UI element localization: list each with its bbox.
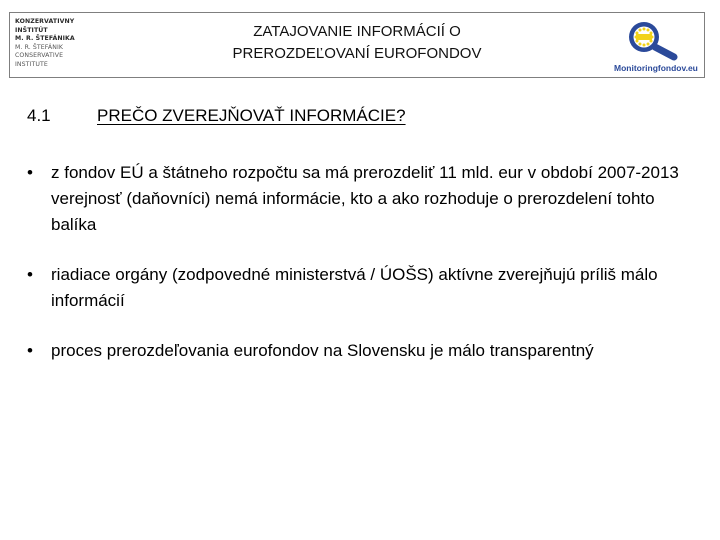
- logo-line: INSTITUTE: [15, 60, 48, 68]
- section-number: 4.1: [27, 106, 51, 125]
- logo-line: M. R. ŠTEFÁNIK: [15, 43, 64, 51]
- magnifier-eu-stars-icon: [622, 19, 688, 61]
- logo-line: M. R. ŠTEFÁNIKA: [15, 35, 75, 43]
- bullet-text: riadiace orgány (zodpovedné ministerstvá / ÚOŠS) aktívne zverejňujú príliš málo informácií: [51, 265, 658, 310]
- bullet-icon: •: [27, 163, 33, 182]
- title-line-1: ZATAJOVANIE INFORMÁCIÍ O: [253, 23, 461, 40]
- bullet-text: proces prerozdeľovania eurofondov na Slovensku je málo transparentný: [51, 341, 594, 360]
- monitoringfondov-logo: [614, 19, 696, 73]
- brand-text: Monitoringfondov.eu: [614, 63, 698, 73]
- section-heading: [27, 105, 406, 127]
- institute-logo: [15, 18, 85, 74]
- slide-header: [9, 12, 705, 78]
- logo-line: CONSERVATIVE: [15, 52, 64, 60]
- logo-line: INŠTITÚT: [15, 26, 48, 34]
- bullet-text: z fondov EÚ a štátneho rozpočtu sa má prerozdeliť 11 mld. eur v období 2007-2013 verejnosť (daňovníci) nemá informácie, kto a ako rozhoduje o prerozdelení tohto balíka: [51, 163, 679, 234]
- bullet-list: [27, 160, 697, 388]
- bullet-icon: •: [27, 265, 33, 284]
- list-item: [27, 338, 697, 364]
- bullet-icon: •: [27, 341, 33, 360]
- page-title: [170, 21, 544, 65]
- logo-line: KONZERVATÍVNY: [15, 18, 75, 25]
- section-title: PREČO ZVEREJŇOVAŤ INFORMÁCIE?: [97, 106, 406, 125]
- list-item: [27, 160, 697, 238]
- title-line-2: PREROZDEĽOVANÍ EUROFONDOV: [232, 45, 482, 62]
- list-item: [27, 262, 697, 314]
